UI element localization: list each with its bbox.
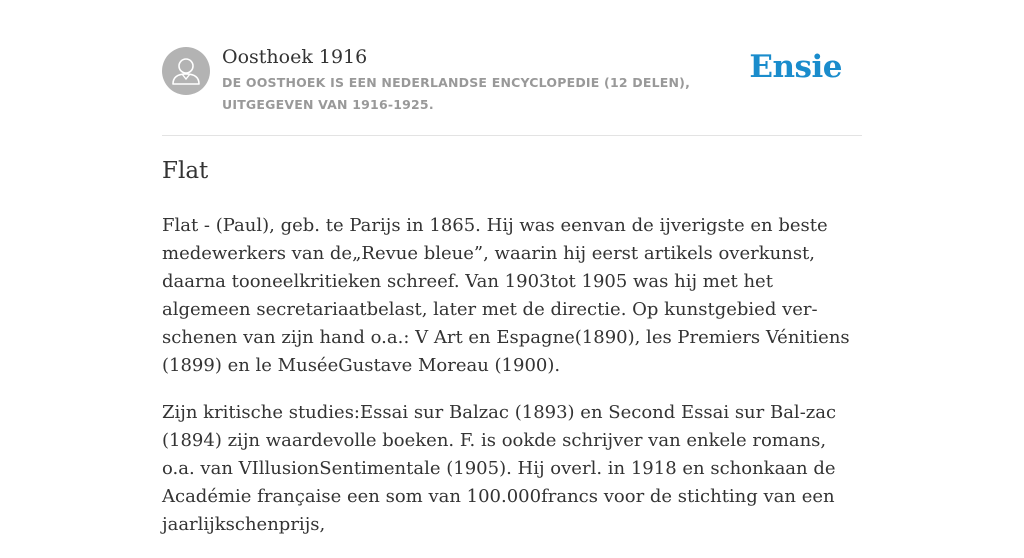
ensie-logo[interactable]: Ensie xyxy=(749,49,842,85)
source-description: DE OOSTHOEK IS EEN NEDERLANDSE ENCYCLOPEDIE (12 DELEN), UITGEGEVEN VAN 1916-1925. xyxy=(222,75,691,112)
source-header xyxy=(162,45,862,136)
entry-paragraph: Flat - (Paul), geb. te Parijs in 1865. Hij was eenvan de ijverigste en beste medewerkers van de„Revue bleue”, waarin hij eerst artikels overkunst, daarna tooneelkritieken schreef. Van 1903tot 1905 was hij met het algemeen secretariaatbelast, later met de directie. Op kunstgebied ver-schenen van zijn hand o.a.: V Art en Espagne(1890), les Premiers Vénitiens (1899) en le MuséeGustave Moreau (1900). xyxy=(162,215,850,376)
source-title[interactable]: Oosthoek 1916 xyxy=(222,46,368,68)
entry-body xyxy=(162,212,862,558)
entry-paragraph: Zijn kritische studies:Essai sur Balzac (1893) en Second Essai sur Bal-zac (1894) zijn waardevolle boeken. F. is ookde schrijver van enkele romans, o.a. van VIllusionSentimentale (1905). Hij overl. in 1918 en schonkaan de Académie française een som van 100.000francs voor de stichting van een jaarlijkschenprijs, xyxy=(162,402,837,535)
entry-title: Flat xyxy=(162,158,209,184)
user-icon xyxy=(162,47,210,95)
